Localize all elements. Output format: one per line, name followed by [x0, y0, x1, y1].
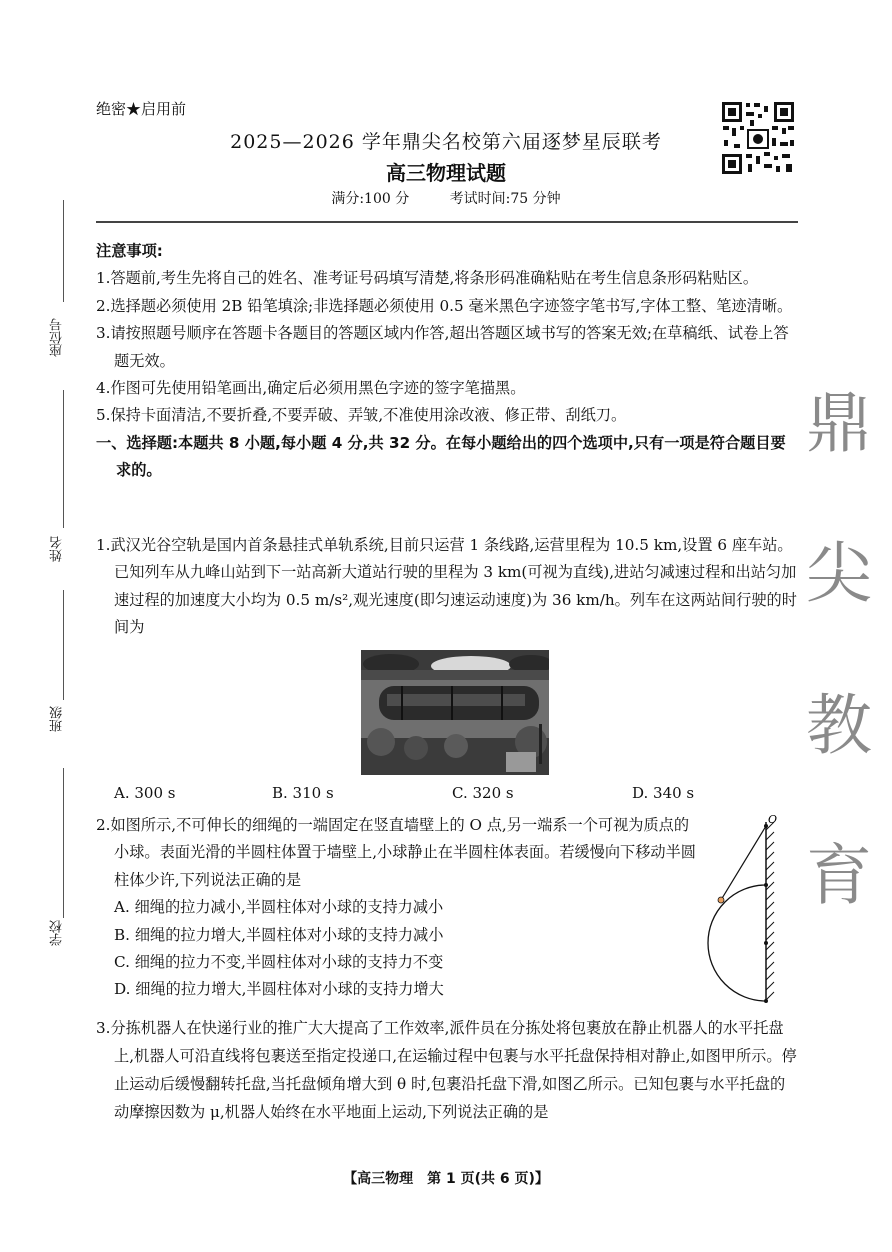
option-d: D. 细绳的拉力增大,半圆柱体对小球的支持力增大 [114, 980, 444, 999]
binding-line [63, 768, 64, 918]
choice-c: C. 320 s [452, 784, 514, 802]
header-divider [96, 221, 798, 223]
confidential-label: 绝密★启用前 [96, 100, 187, 118]
choice-d: D. 340 s [632, 784, 695, 802]
watermark-char: 尖 [806, 535, 872, 612]
student-name-label: 姓名 [50, 536, 65, 562]
choice-b: B. 310 s [272, 784, 334, 802]
binding-line [63, 390, 64, 528]
full-score: 满分:100 分 [331, 191, 410, 207]
page-footer: 【高三物理 第 1 页(共 6 页)】 [343, 1171, 549, 1187]
watermark-char: 鼎 [806, 385, 872, 462]
school-label: 学校 [50, 920, 65, 946]
notice-section [96, 238, 800, 485]
notice-item: 4.作图可先使用铅笔画出,确定后必须用黑色字迹的签字笔描黑。 [96, 379, 526, 398]
notice-item: 3.请按照题号顺序在答题卡各题目的答题区域内作答,超出答题区域书写的答案无效;在草稿纸、试卷上答题无效。 [96, 324, 789, 370]
question-3 [96, 1014, 800, 1126]
section-heading: 一、选择题:本题共 8 小题,每小题 4 分,共 32 分。在每小题给出的四个选项中,只有一项是符合题目要求的。 [96, 433, 786, 480]
question-1 [96, 532, 800, 642]
binding-line [63, 200, 64, 302]
question-2-text: 2.如图所示,不可伸长的细绳的一端固定在竖直墙壁上的 O 点,另一端系一个可视为质点的小球。表面光滑的半圆柱体置于墙壁上,小球静止在半圆柱体表面。若缓慢向下移动半圆柱体少许,下列说法正确的是 [96, 816, 696, 889]
question-1-text: 1.武汉光谷空轨是国内首条悬挂式单轨系统,目前只运营 1 条线路,运营里程为 10.5 km,设置 6 座车站。已知列车从九峰山站到下一站高新大道站行驶的里程为 3 km(可视为直线),进站匀减速过程和出站匀加速过程的加速度大小均为 0.5 m/s²,观光速度(即匀速运动速度)为 36 km/h。列车在这两站间行驶的时间为 [96, 536, 797, 637]
binding-line [63, 590, 64, 700]
option-b: B. 细绳的拉力增大,半圆柱体对小球的支持力减小 [114, 925, 444, 944]
exam-info [0, 188, 892, 208]
point-o-label: O [768, 813, 778, 826]
monorail-photo [361, 650, 549, 775]
question-2 [96, 812, 696, 1004]
option-c: C. 细绳的拉力不变,半圆柱体对小球的支持力不变 [114, 953, 444, 972]
class-label: 班级 [50, 706, 65, 732]
rope-semicylinder-figure [700, 810, 800, 1005]
exam-subject-title: 高三物理试题 [386, 161, 506, 185]
option-a: A. 细绳的拉力减小,半圆柱体对小球的支持力减小 [114, 898, 444, 917]
notice-item: 2.选择题必须使用 2B 铅笔填涂;非选择题必须使用 0.5 毫米黑色字迹签字笔书写,字体工整、笔迹清晰。 [96, 296, 793, 315]
exam-title: 2025—2026 学年鼎尖名校第六届逐梦星辰联考 [230, 131, 662, 153]
choice-a: A. 300 s [114, 784, 176, 802]
notice-title: 注意事项: [96, 242, 163, 260]
seat-number-label: 座位号 [50, 318, 65, 357]
notice-item: 1.答题前,考生先将自己的姓名、准考证号码填写清楚,将条形码准确粘贴在考生信息条形码粘贴区。 [96, 269, 759, 288]
watermark-char: 育 [806, 837, 872, 914]
question-3-text: 3.分拣机器人在快递行业的推广大大提高了工作效率,派件员在分拣处将包裹放在静止机器人的水平托盘上,机器人可沿直线将包裹送至指定投递口,在运输过程中包裹与水平托盘保持相对静止,如图甲所示。停止运动后缓慢翻转托盘,当托盘倾角增大到 θ 时,包裹沿托盘下滑,如图乙所示。已知包裹与水平托盘的动摩擦因数为 μ,机器人始终在水平地面上运动,下列说法正确的是 [96, 1019, 797, 1121]
watermark-char: 教 [806, 687, 872, 764]
notice-item: 5.保持卡面清洁,不要折叠,不要弄破、弄皱,不准使用涂改液、修正带、刮纸刀。 [96, 406, 627, 425]
exam-time: 考试时间:75 分钟 [449, 191, 561, 207]
qr-code-icon [720, 100, 796, 176]
